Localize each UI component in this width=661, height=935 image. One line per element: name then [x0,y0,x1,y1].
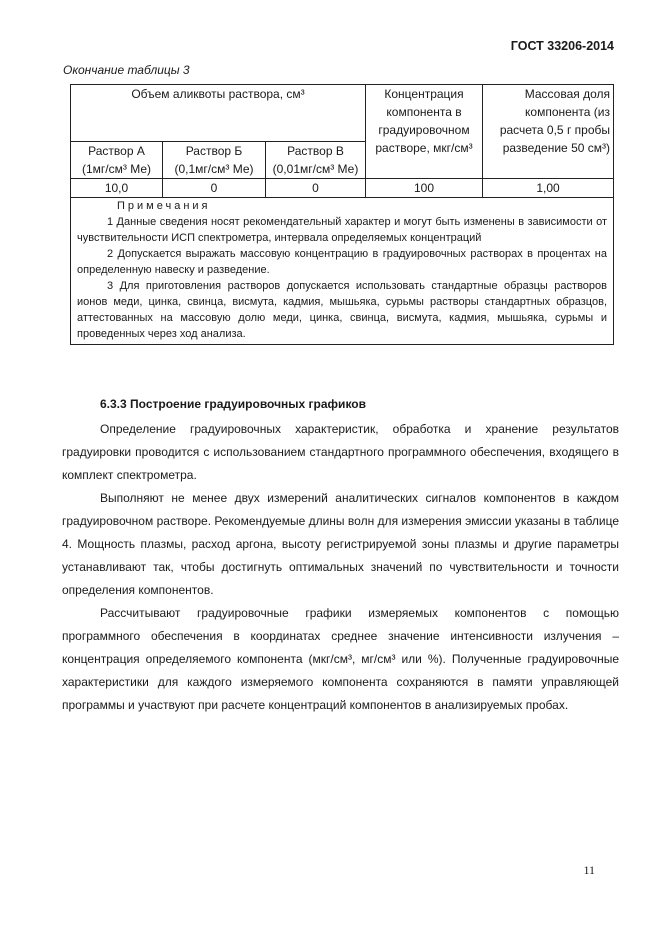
notes-title: Примечания [117,200,211,212]
table-caption: Окончание таблицы 3 [63,63,190,77]
paragraph: Рассчитывают градуировочные графики измеряемых компонентов с помощью программного обеспечения в координатах среднее значение интенсивности излучения – концентрация определяемого компонента (мкг/см³, мг/см³ или %). Полученные градуировочные характеристики для каждого измеряемого компонента сохраняются в памяти управляющей программы и участвуют при расчете концентраций компонентов в анализируемых пробах. [62,606,619,712]
table-row [71,179,614,198]
section-heading [100,397,366,411]
table-cell: 0 [266,179,366,198]
table-cell: 0 [163,179,266,198]
section-title: Построение градуировочных графиков [130,397,366,411]
mass-fraction-header: Массовая доля компонента (из расчета 0,5 г пробы разведение 50 см³) [483,85,614,179]
page-number: 11 [583,863,595,877]
solution-b-header: Раствор Б (0,1мг/см³ Ме) [163,142,266,179]
concentration-header: Концентрация компонента в градуировочном растворе, мкг/см³ [366,85,483,179]
paragraph: Выполняют не менее двух измерений аналитических сигналов компонентов в каждом градуировочном растворе. Рекомендуемые длины волн для измерения эмиссии указаны в таблице 4. Мощность плазмы, расход аргона, высоту регистрируемой зоны плазмы и другие параметры устанавливают так, чтобы достигнуть оптимальных значений по чувствительности и точности определения компонентов. [62,491,619,597]
paragraph: Определение градуировочных характеристик, обработка и хранение результатов градуировки проводится с использованием стандартного программного обеспечения, входящего в комплект спектрометра. [62,422,619,482]
table-cell: 1,00 [483,179,614,198]
solution-c-header: Раствор В (0,01мг/см³ Ме) [266,142,366,179]
table-3 [70,84,614,345]
standard-code: ГОСТ 33206-2014 [510,39,614,53]
section-number: 6.3.3 [100,397,127,411]
aliquot-volume-header: Объем аликвоты раствора, см³ [71,85,366,142]
note-item: 1 Данные сведения носят рекомендательный характер и могут быть изменены в зависимости от чувствительности ИСП спектрометра, интервала определяемых концентраций [77,216,607,244]
body-text [62,418,619,717]
table-cell: 10,0 [71,179,163,198]
note-item: 2 Допускается выражать массовую концентрацию в градуировочных растворах в процентах на определенную навеску и разведение. [77,248,607,276]
table-notes [71,198,614,345]
solution-a-header: Раствор А (1мг/см³ Ме) [71,142,163,179]
table-cell: 100 [366,179,483,198]
note-item: 3 Для приготовления растворов допускается использовать стандартные образцы растворов ионов меди, цинка, свинца, висмута, кадмия, мышьяка, сурьмы растворы стандартных образцов, аттестованных на массовую долю меди, цинка, свинца, висмута, кадмия, мышьяка, сурьмы и проведенных через ход анализа. [77,280,607,340]
